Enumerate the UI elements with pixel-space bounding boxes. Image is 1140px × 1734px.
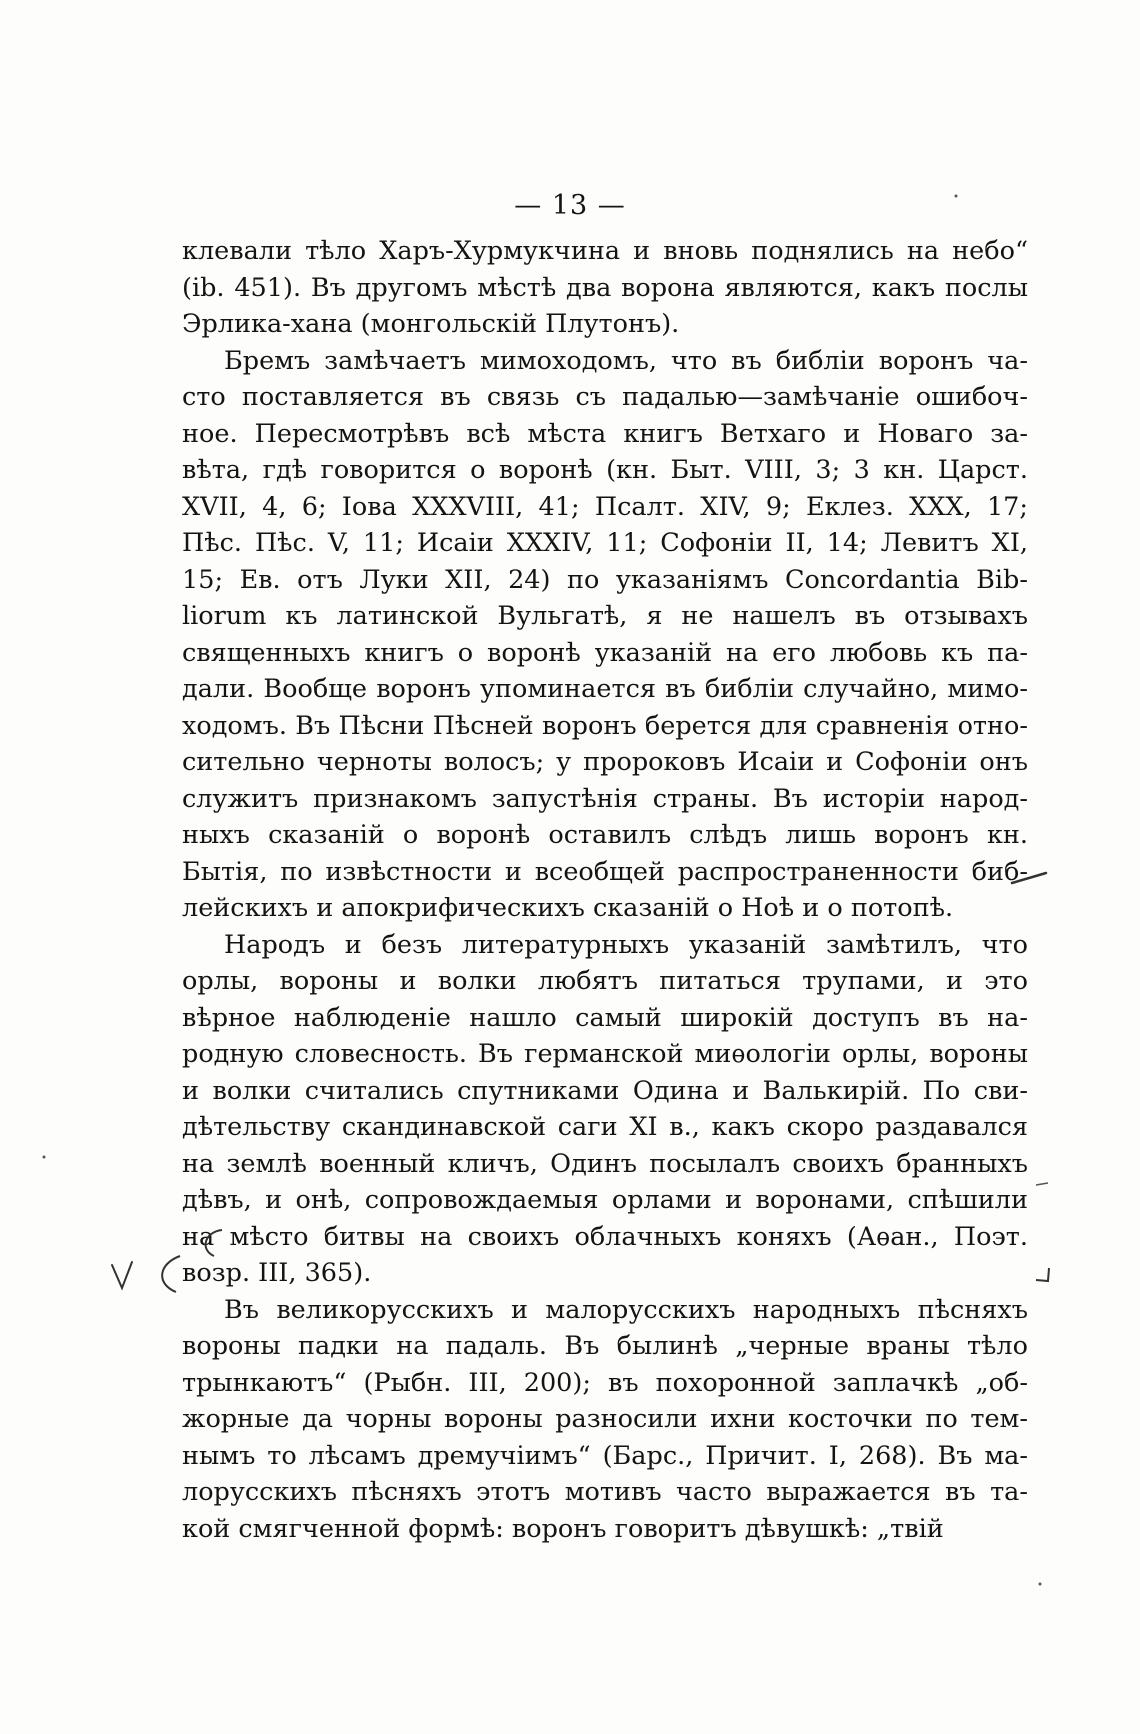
text-line: ныхъ сказаній о воронѣ оставилъ слѣдъ лишь воронъ кн. bbox=[182, 820, 1028, 850]
speck-mark bbox=[955, 195, 958, 198]
text-line: дали. Вообще воронъ упоминается въ библіи случайно, мимо- bbox=[182, 674, 1028, 704]
text-line: (ib. 451). Въ другомъ мѣстѣ два ворона являются, какъ послы bbox=[182, 272, 1028, 303]
speck-mark bbox=[43, 1156, 46, 1159]
text-line: ходомъ. Въ Пѣсни Пѣсней воронъ берется для сравненія отно- bbox=[182, 710, 1028, 741]
text-line: вороны падки на падаль. Въ былинѣ „черные враны тѣло bbox=[182, 1331, 1028, 1361]
text-line: ное. Пересмотрѣвъ всѣ мѣста книгъ Ветхаго и Новаго за- bbox=[182, 418, 1028, 449]
text-line: дѣвъ, и онѣ, сопровождаемыя орлами и воронами, спѣшили bbox=[182, 1185, 1028, 1215]
text-line: сто поставляется въ связь съ падалью—замѣчаніе ошибоч- bbox=[182, 382, 1028, 412]
text-line: liorum къ латинской Вульгатѣ, я не нашелъ въ отзывахъ bbox=[182, 601, 1028, 631]
text-line: клевали тѣло Харъ-Хурмукчина и вновь поднялись на небо“ bbox=[182, 236, 1028, 266]
pencil-corner-mark bbox=[1036, 1268, 1049, 1281]
text-line: и волки считались спутниками Одина и Валькирій. По сви- bbox=[182, 1075, 1028, 1106]
text-line: возр. III, 365). bbox=[182, 1258, 372, 1288]
body-text bbox=[182, 233, 1028, 1547]
text-line: Народъ и безъ литературныхъ указаній замѣтилъ, что bbox=[224, 929, 1028, 960]
pencil-bracket-mark bbox=[162, 1256, 180, 1292]
text-line: Эрлика-хана (монгольскій Плутонъ). bbox=[182, 309, 680, 339]
text-line: сительно черноты волосъ; у пророковъ Исаіи и Софоніи онъ bbox=[182, 747, 1028, 777]
text-line: служитъ признакомъ запустѣнія страны. Въ исторіи народ- bbox=[182, 783, 1028, 814]
text-line: лорусскихъ пѣсняхъ этотъ мотивъ часто выражается въ та- bbox=[182, 1477, 1028, 1507]
text-line: дѣтельству скандинавской саги XI в., какъ скоро раздавался bbox=[182, 1112, 1028, 1142]
text-line: на землѣ военный кличъ, Одинъ посылалъ своихъ бранныхъ bbox=[182, 1148, 1028, 1179]
text-line: Бытія, по извѣстности и всеобщей распространенности биб- bbox=[182, 856, 1028, 887]
text-line: вѣта, гдѣ говорится о воронѣ (кн. Быт. VIII, 3; 3 кн. Царст. bbox=[182, 455, 1028, 485]
text-line: 15; Ев. отъ Луки XII, 24) по указаніямъ Concordantia Bib- bbox=[182, 564, 1028, 595]
paragraph-2 bbox=[182, 343, 1028, 927]
paragraph-3 bbox=[182, 927, 1028, 1292]
text-line: трынкаютъ“ (Рыбн. III, 200); въ похоронной заплачкѣ „об- bbox=[182, 1367, 1028, 1398]
text-line: на мѣсто битвы на своихъ облачныхъ коняхъ (Аѳан., Поэт. bbox=[182, 1221, 1028, 1252]
pencil-dash-mark bbox=[1036, 1183, 1048, 1185]
text-line: Въ великорусскихъ и малорусскихъ народныхъ пѣсняхъ bbox=[224, 1294, 1028, 1325]
text-line: кой смягченной формѣ: воронъ говоритъ дѣвушкѣ: „твій bbox=[182, 1513, 944, 1544]
pencil-check-mark bbox=[112, 1262, 132, 1288]
page-number: — 13 — bbox=[514, 190, 626, 221]
speck-mark bbox=[1039, 1583, 1042, 1586]
text-line: Пѣс. Пѣс. V, 11; Исаіи XXXIV, 11; Софоніи II, 14; Левитъ XI, bbox=[182, 528, 1028, 558]
text-line: XVII, 4, 6; Іова XXXVIII, 41; Псалт. XIV, 9; Еклез. XXX, 17; bbox=[182, 491, 1028, 522]
text-line: Бремъ замѣчаетъ мимоходомъ, что въ библіи воронъ ча- bbox=[224, 345, 1028, 376]
text-line: орлы, вороны и волки любятъ питаться трупами, и это bbox=[182, 966, 1028, 996]
text-line: лейскихъ и апокрифическихъ сказаній о Ноѣ и о потопѣ. bbox=[182, 893, 954, 923]
text-line: нымъ то лѣсамъ дремучіимъ“ (Барс., Причит. I, 268). Въ ма- bbox=[182, 1440, 1028, 1471]
text-line: жорные да чорны вороны разносили ихни косточки по тем- bbox=[182, 1404, 1028, 1434]
paragraph-4 bbox=[182, 1292, 1028, 1548]
text-line: вѣрное наблюденіе нашло самый широкій доступъ въ на- bbox=[182, 1002, 1028, 1033]
text-line: священныхъ книгъ о воронѣ указаній на его любовь къ па- bbox=[182, 637, 1028, 668]
text-line: родную словесность. Въ германской миѳологіи орлы, вороны bbox=[182, 1039, 1028, 1069]
paragraph-1 bbox=[182, 233, 1028, 343]
